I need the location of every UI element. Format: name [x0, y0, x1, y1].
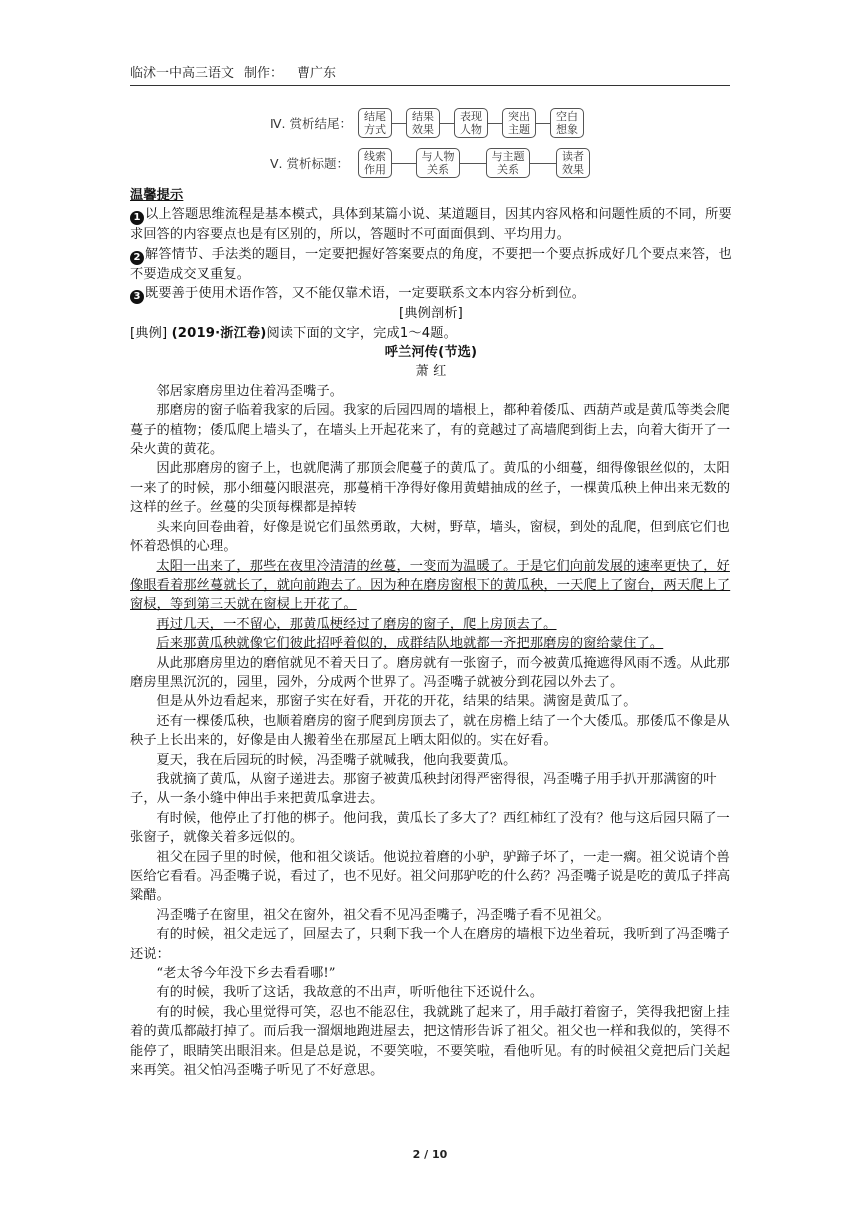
flow-box: 突出 主题 [502, 108, 536, 138]
tip-number: 1 [130, 211, 144, 225]
tip-number: 2 [130, 251, 144, 265]
document-body [130, 186, 732, 1080]
article-paragraph-underlined: 后来那黄瓜秧就像它们彼此招呼着似的，成群结队地就都一齐把那磨房的窗给蒙住了。 [156, 636, 664, 652]
article-paragraph: 邻居家磨房里边住着冯歪嘴子。 [156, 383, 344, 399]
flow-label-title: Ⅴ. 赏析标题： [270, 156, 349, 171]
article-paragraph: 但是从外边看起来，那窗子实在好看，开花的开花，结果的结果。满窗是黄瓜了。 [156, 694, 637, 710]
tip-text: 以上答题思维流程是基本模式，具体到某篇小说、某道题目，因其内容风格和问题性质的不同，所要求回答的内容要点也是有区别的，所以，答题时不可面面俱到、平均用力。 [130, 207, 732, 243]
flow-box: 结果 效果 [406, 108, 440, 138]
flow-label-ending: Ⅳ. 赏析结尾： [270, 116, 352, 131]
example-instruction: 阅读下面的文字，完成1～4题。 [266, 325, 457, 341]
example-heading: [典例剖析] [399, 306, 463, 322]
example-intro [130, 324, 732, 343]
header-author: 曹广东 [297, 66, 337, 81]
article-paragraph: 有的时候，祖父走远了，回屋去了，只剩下我一个人在磨房的墙根下边坐着玩，我听到了冯歪嘴子还说： [130, 927, 730, 962]
tip-item [130, 284, 732, 304]
article-paragraph: 有的时候，我心里觉得可笑，忍也不能忍住，我就跳了起来了，用手敲打着窗子，笑得我把窗上挂着的黄瓜都敲打掉了。而后我一溜烟地跑进屋去，把这情形告诉了祖父。祖父也一样和我似的，笑得不能停了，眼睛笑出眼泪来。但是总是说，不要笑啦，不要笑啦，看他听见。有的时候祖父竟把后门关起来再笑。祖父怕冯歪嘴子听见了不好意思。 [130, 1004, 731, 1079]
flow-box: 线索 作用 [358, 148, 392, 178]
article-paragraph: 有时候，他停止了打他的梆子。他问我，黄瓜长了多大了？西红柿红了没有？他与这后园只隔了一张窗子，就像关着多远似的。 [130, 810, 730, 846]
flow-row-title [270, 144, 600, 180]
article-paragraph: 头来向回卷曲着，好像是说它们虽然勇敢，大树，野草，墙头，窗棂，到处的乱爬，但到底它们也怀着恐惧的心理。 [130, 519, 730, 555]
tip-text: 解答情节、手法类的题目，一定要把握好答案要点的角度，不要把一个要点拆成好几个要点来答，也不要造成交叉重复。 [130, 246, 732, 282]
article-paragraph: 从此那磨房里边的磨倌就见不着天日了。磨房就有一张窗子，而今被黄瓜掩遮得风雨不透。从此那磨房里黑沉沉的，园里，园外，分成两个世界了。冯歪嘴子就被分到花园以外去了。 [130, 655, 730, 690]
tip-text: 既要善于使用术语作答，又不能仅靠术语，一定要联系文本内容分析到位。 [145, 286, 586, 302]
tip-number: 3 [130, 290, 144, 304]
flow-box: 空白 想象 [550, 108, 584, 138]
article-paragraph-underlined: 太阳一出来了，那些在夜里冷清清的丝蔓，一变而为温暖了。于是它们向前发展的速率更快了，好像眼看着那丝蔓就长了，就向前跑去了。因为种在磨房窗根下的黄瓜秧，一天爬上了窗台，两天爬上了窗棂，等到第三天就在窗棂上开花了。 [130, 558, 731, 613]
flow-row-ending [270, 104, 600, 140]
flow-box: 结尾 方式 [358, 108, 392, 138]
flow-box: 与人物 关系 [416, 148, 460, 178]
header-school: 临沭一中高三语文 [130, 66, 235, 81]
example-source: (2019·浙江卷) [171, 325, 267, 341]
flow-box: 读者 效果 [556, 148, 590, 178]
flow-box: 与主题 关系 [486, 148, 530, 178]
article-paragraph: 夏天，我在后园玩的时候，冯歪嘴子就喊我，他向我要黄瓜。 [156, 752, 517, 768]
tip-item [130, 205, 732, 244]
article-paragraph: 我就摘了黄瓜，从窗子递进去。那窗子被黄瓜秧封闭得严密得很，冯歪嘴子用手扒开那满窗的叶子，从一条小缝中伸出手来把黄瓜拿进去。 [130, 771, 717, 807]
tips-title: 温馨提示 [130, 188, 184, 203]
article-paragraph: 祖父在园子里的时候，他和祖父谈话。他说拉着磨的小驴，驴蹄子坏了，一走一瘸。祖父说请个兽医给它看看。冯歪嘴子说，看过了，也不见好。祖父问那驴吃的什么药？冯歪嘴子说是吃的黄瓜子拌高粱醋。 [130, 849, 731, 904]
article-paragraph: 有的时候，我听了这话，我故意的不出声，听听他往下还说什么。 [156, 985, 544, 1001]
page-number: 2 / 10 [412, 1148, 448, 1161]
tip-item [130, 245, 732, 284]
header-made-by: 制作： [244, 66, 284, 81]
article-quote: “老太爷今年没下乡去看看哪!” [156, 966, 336, 982]
article-author: 萧 红 [415, 364, 447, 380]
article-title: 呼兰河传(节选) [384, 345, 478, 361]
article-paragraph-underlined: 再过几天，一不留心，那黄瓜梗经过了磨房的窗子，爬上房顶去了。 [156, 616, 557, 632]
page-header [130, 62, 730, 86]
article-paragraph: 那磨房的窗子临着我家的后园。我家的后园四周的墙根上，都种着倭瓜、西葫芦或是黄瓜等类会爬蔓子的植物；倭瓜爬上墙头了，在墙头上开起花来了，有的竟越过了高墙爬到街上去，向着大街开了一朵火黄的黄花。 [130, 403, 731, 458]
article-paragraph: 冯歪嘴子在窗里，祖父在窗外，祖父看不见冯歪嘴子，冯歪嘴子看不见祖父。 [156, 907, 610, 923]
flow-box: 表现 人物 [454, 108, 488, 138]
article-paragraph: 还有一棵倭瓜秧，也顺着磨房的窗子爬到房顶去了，就在房檐上结了一个大倭瓜。那倭瓜不像是从秧子上长出来的，好像是由人搬着坐在那屋瓦上晒太阳似的。实在好看。 [130, 713, 730, 749]
article-paragraph: 因此那磨房的窗子上，也就爬满了那顶会爬蔓子的黄瓜了。黄瓜的小细蔓，细得像银丝似的，太阳一来了的时候，那小细蔓闪眼湛亮，那蔓梢干净得好像用黄蜡抽成的丝子，一棵黄瓜秧上伸出来无数的这样的丝子。丝蔓的尖顶每棵都是掉转 [130, 461, 731, 516]
example-tag: [典例] [130, 325, 168, 341]
